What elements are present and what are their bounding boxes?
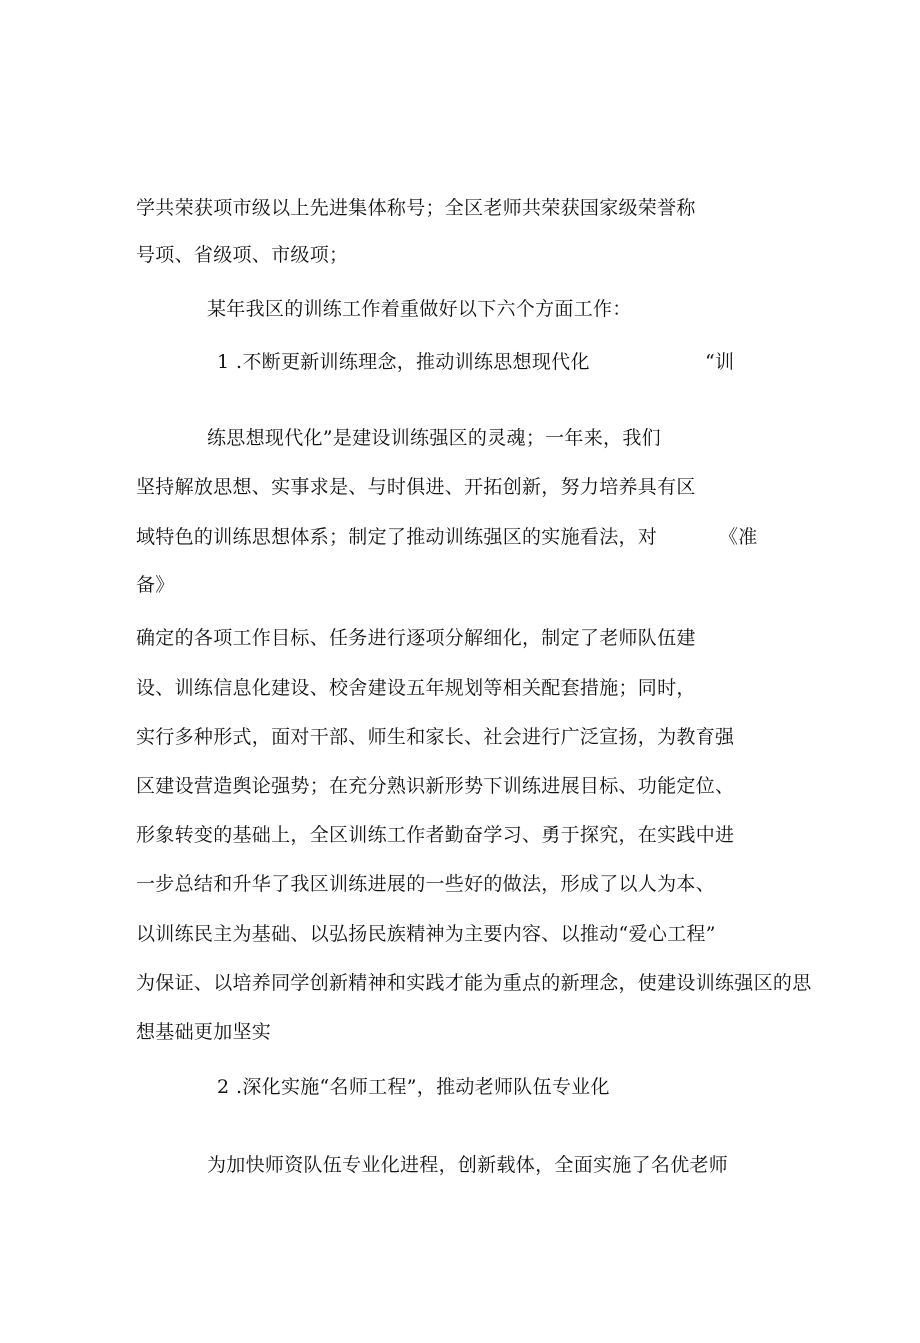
section-number: 1 [217, 351, 230, 373]
body-text-line: 一步总结和升华了我区训练进展的一些好的做法，形成了以人为本、 [136, 873, 716, 895]
section-heading: .不断更新训练理念，推动训练思想现代化 [236, 351, 590, 373]
body-text-line: 实行多种形式，面对干部、师生和家长、社会进行广泛宣扬，为教育强 [136, 726, 735, 748]
section-heading: .深化实施“名师工程”，推动老师队伍专业化 [236, 1076, 610, 1098]
body-text-line: 某年我区的训练工作着重做好以下六个方面工作： [207, 298, 632, 320]
body-text-line: 想基础更加坚实 [136, 1021, 272, 1043]
body-text-line: 设、训练信息化建设、校舍建设五年规划等相关配套措施；同时， [136, 677, 696, 699]
body-text-line: 以训练民主为基础、以弘扬民族精神为主要内容、以推动“爱心工程” [136, 923, 716, 945]
body-text-fragment: 备》 [136, 574, 175, 596]
section-number: 2 [217, 1076, 230, 1098]
body-text-line: 学共荣获项市级以上先进集体称号；全区老师共荣获国家级荣誉称 [136, 197, 696, 219]
body-text-line: 域特色的训练思想体系；制定了推动训练强区的实施看法，对 [136, 526, 658, 548]
body-text-line: 形象转变的基础上，全区训练工作者勤奋学习、勇于探究，在实践中进 [136, 824, 735, 846]
body-text-line: 为加快师资队伍专业化进程，创新载体，全面实施了名优老师 [207, 1154, 729, 1176]
body-text-fragment: 《准 [719, 526, 758, 548]
body-text-fragment: “训 [705, 351, 735, 373]
body-text-line: 确定的各项工作目标、任务进行逐项分解细化，制定了老师队伍建 [136, 627, 696, 649]
body-text-line: 为保证、以培养同学创新精神和实践才能为重点的新理念，使建设训练强区的思 [136, 972, 812, 994]
body-text-line: 区建设营造舆论强势；在充分熟识新形势下训练进展目标、功能定位、 [136, 775, 735, 797]
body-text-line: 练思想现代化”是建设训练强区的灵魂；一年来，我们 [207, 427, 661, 449]
body-text-line: 坚持解放思想、实事求是、与时俱进、开拓创新，努力培养具有区 [136, 476, 696, 498]
body-text-line: 号项、省级项、市级项； [136, 244, 349, 266]
